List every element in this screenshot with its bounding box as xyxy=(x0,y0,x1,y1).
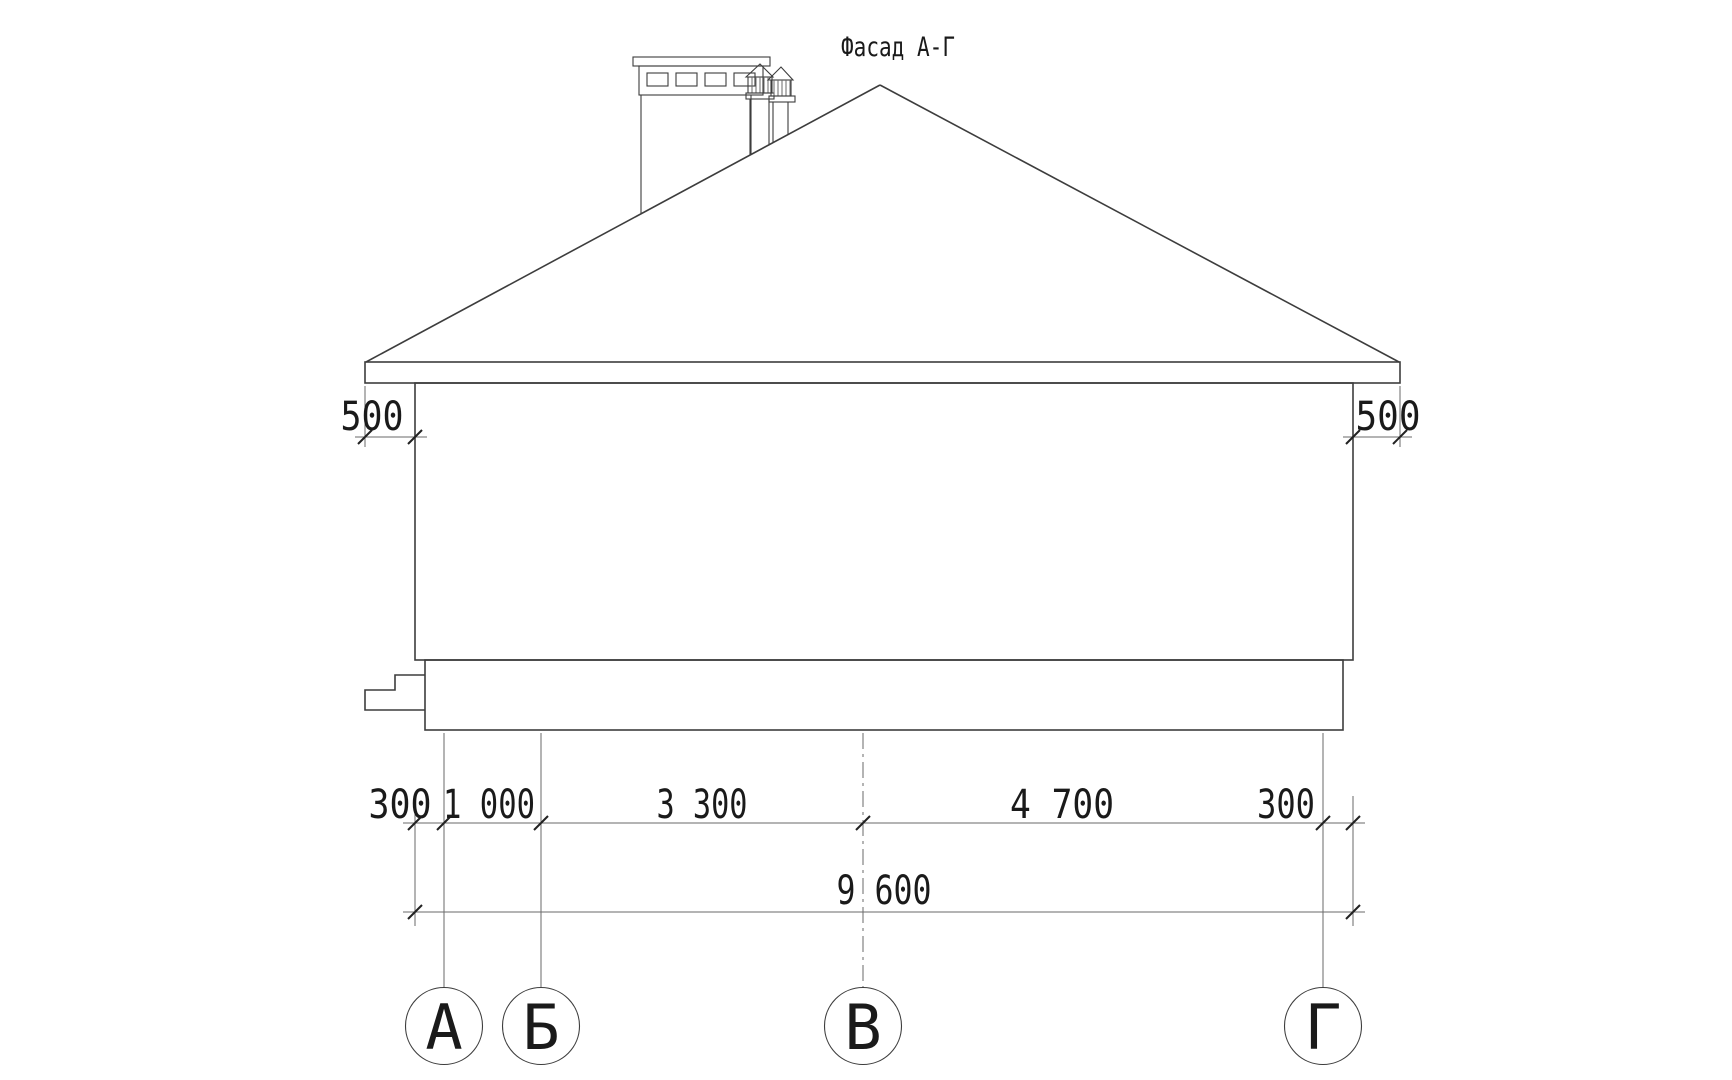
dimension-value: 300 xyxy=(1257,782,1315,828)
axis-label: Г xyxy=(1304,991,1342,1064)
axis-label: А xyxy=(425,991,463,1064)
axis-marker-g xyxy=(1285,988,1362,1065)
drawing-title: Фасад А-Г xyxy=(841,32,955,63)
roof-slope-right xyxy=(880,85,1399,362)
dimension-value: 300 xyxy=(368,782,432,828)
plinth xyxy=(425,660,1343,730)
axis-markers xyxy=(406,988,1362,1065)
roof-slope-left xyxy=(366,85,880,362)
dimension-value: 500 xyxy=(1355,394,1421,440)
dimension-value: 3 300 xyxy=(656,782,748,828)
dimension-eave-right xyxy=(1343,386,1421,447)
axis-label: В xyxy=(844,991,882,1064)
roof xyxy=(365,85,1400,383)
vent-stacks xyxy=(746,64,795,155)
axis-label: Б xyxy=(522,991,560,1064)
axis-grid xyxy=(415,733,1353,987)
dimension-value: 1 000 xyxy=(443,782,535,828)
chimney-vents xyxy=(647,73,755,86)
axis-marker-v xyxy=(825,988,902,1065)
chimney-cap xyxy=(633,57,770,66)
chimney-body xyxy=(641,95,751,214)
chimney-cap-band xyxy=(639,66,763,95)
roof-fascia xyxy=(365,362,1400,383)
dimension-eave-left xyxy=(341,386,428,447)
dimension-value: 9 600 xyxy=(836,868,932,914)
dimension-value: 4 700 xyxy=(1010,782,1114,828)
dimension-chain xyxy=(369,782,1366,830)
axis-marker-b xyxy=(503,988,580,1065)
dimension-value: 500 xyxy=(340,394,404,440)
axis-marker-a xyxy=(406,988,483,1065)
main-wall xyxy=(415,383,1353,660)
dimension-overall xyxy=(403,868,1365,919)
entry-steps xyxy=(365,675,425,710)
